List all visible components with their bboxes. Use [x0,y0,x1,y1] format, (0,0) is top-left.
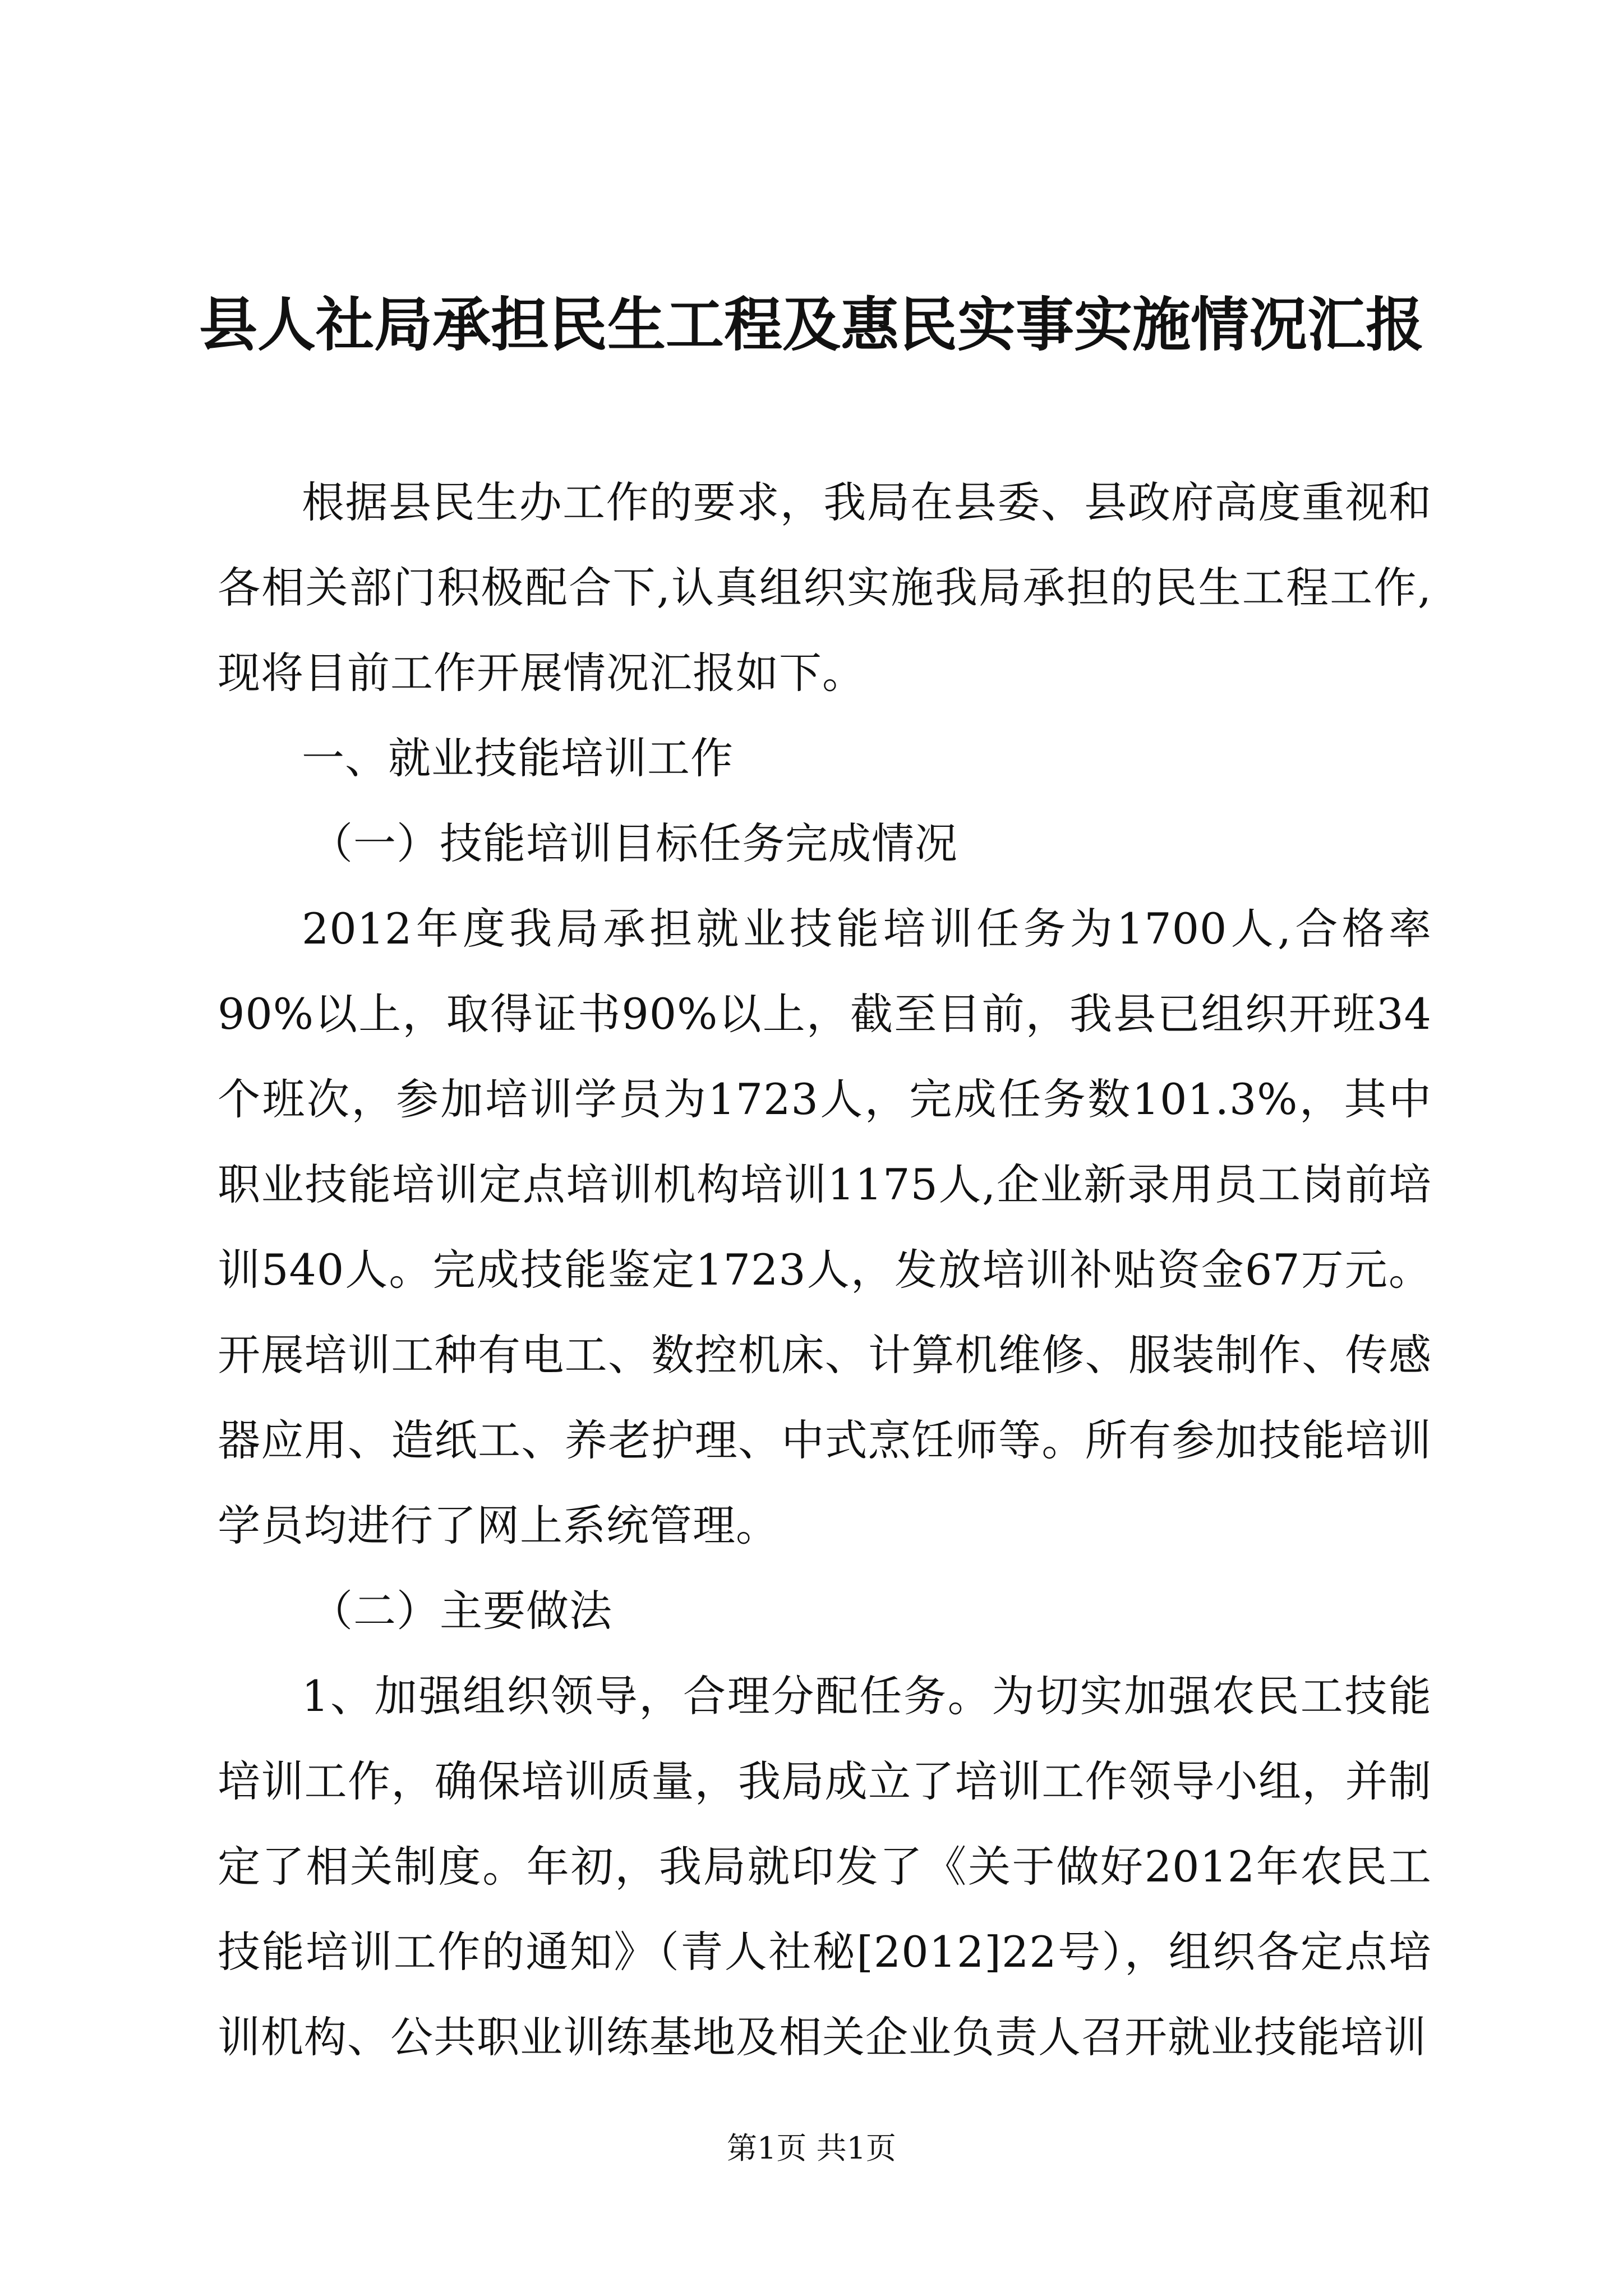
document-body [218,460,1432,2080]
subsection-heading-2: （二）主要做法 [310,1586,612,1636]
document-title: 县人社局承担民生工程及惠民实事实施情况汇报 [199,290,1424,359]
section-heading-1: 一、就业技能培训工作 [302,733,734,783]
training-results-paragraph: 2012年度我局承担就业技能培训任务为1700人,合格率90%以上，取得证书90%以上，截至目前，我县已组织开班34个班次，参加培训学员为1723人，完成任务数101.3%，其中职业技能培训定点培训机构培训1175人,企业新录用员工岗前培训540人。完成技能鉴定1723人，发放培训补贴资金67万元。开展培训工种有电工、数控机床、计算机维修、服装制作、传感器应用、造纸工、养老护理、中式烹饪师等。所有参加技能培训学员均进行了网上系统管理。 [218,904,1432,1550]
organization-paragraph: 1、加强组织领导，合理分配任务。为切实加强农民工技能培训工作，确保培训质量，我局成立了培训工作领导小组，并制定了相关制度。年初，我局就印发了《关于做好2012年农民工技能培训工作的通知》（青人社秘[2012]22号），组织各定点培训机构、公共职业训练基地及相关企业负责人召开就业技能培训 [218,1671,1432,2062]
intro-paragraph: 根据县民生办工作的要求，我局在县委、县政府高度重视和各相关部门积极配合下,认真组织实施我局承担的民生工程工作,现将目前工作开展情况汇报如下。 [218,477,1432,698]
subsection-heading-1: （一）技能培训目标任务完成情况 [310,818,958,868]
page-footer: 第1页 共1页 [727,2131,896,2166]
